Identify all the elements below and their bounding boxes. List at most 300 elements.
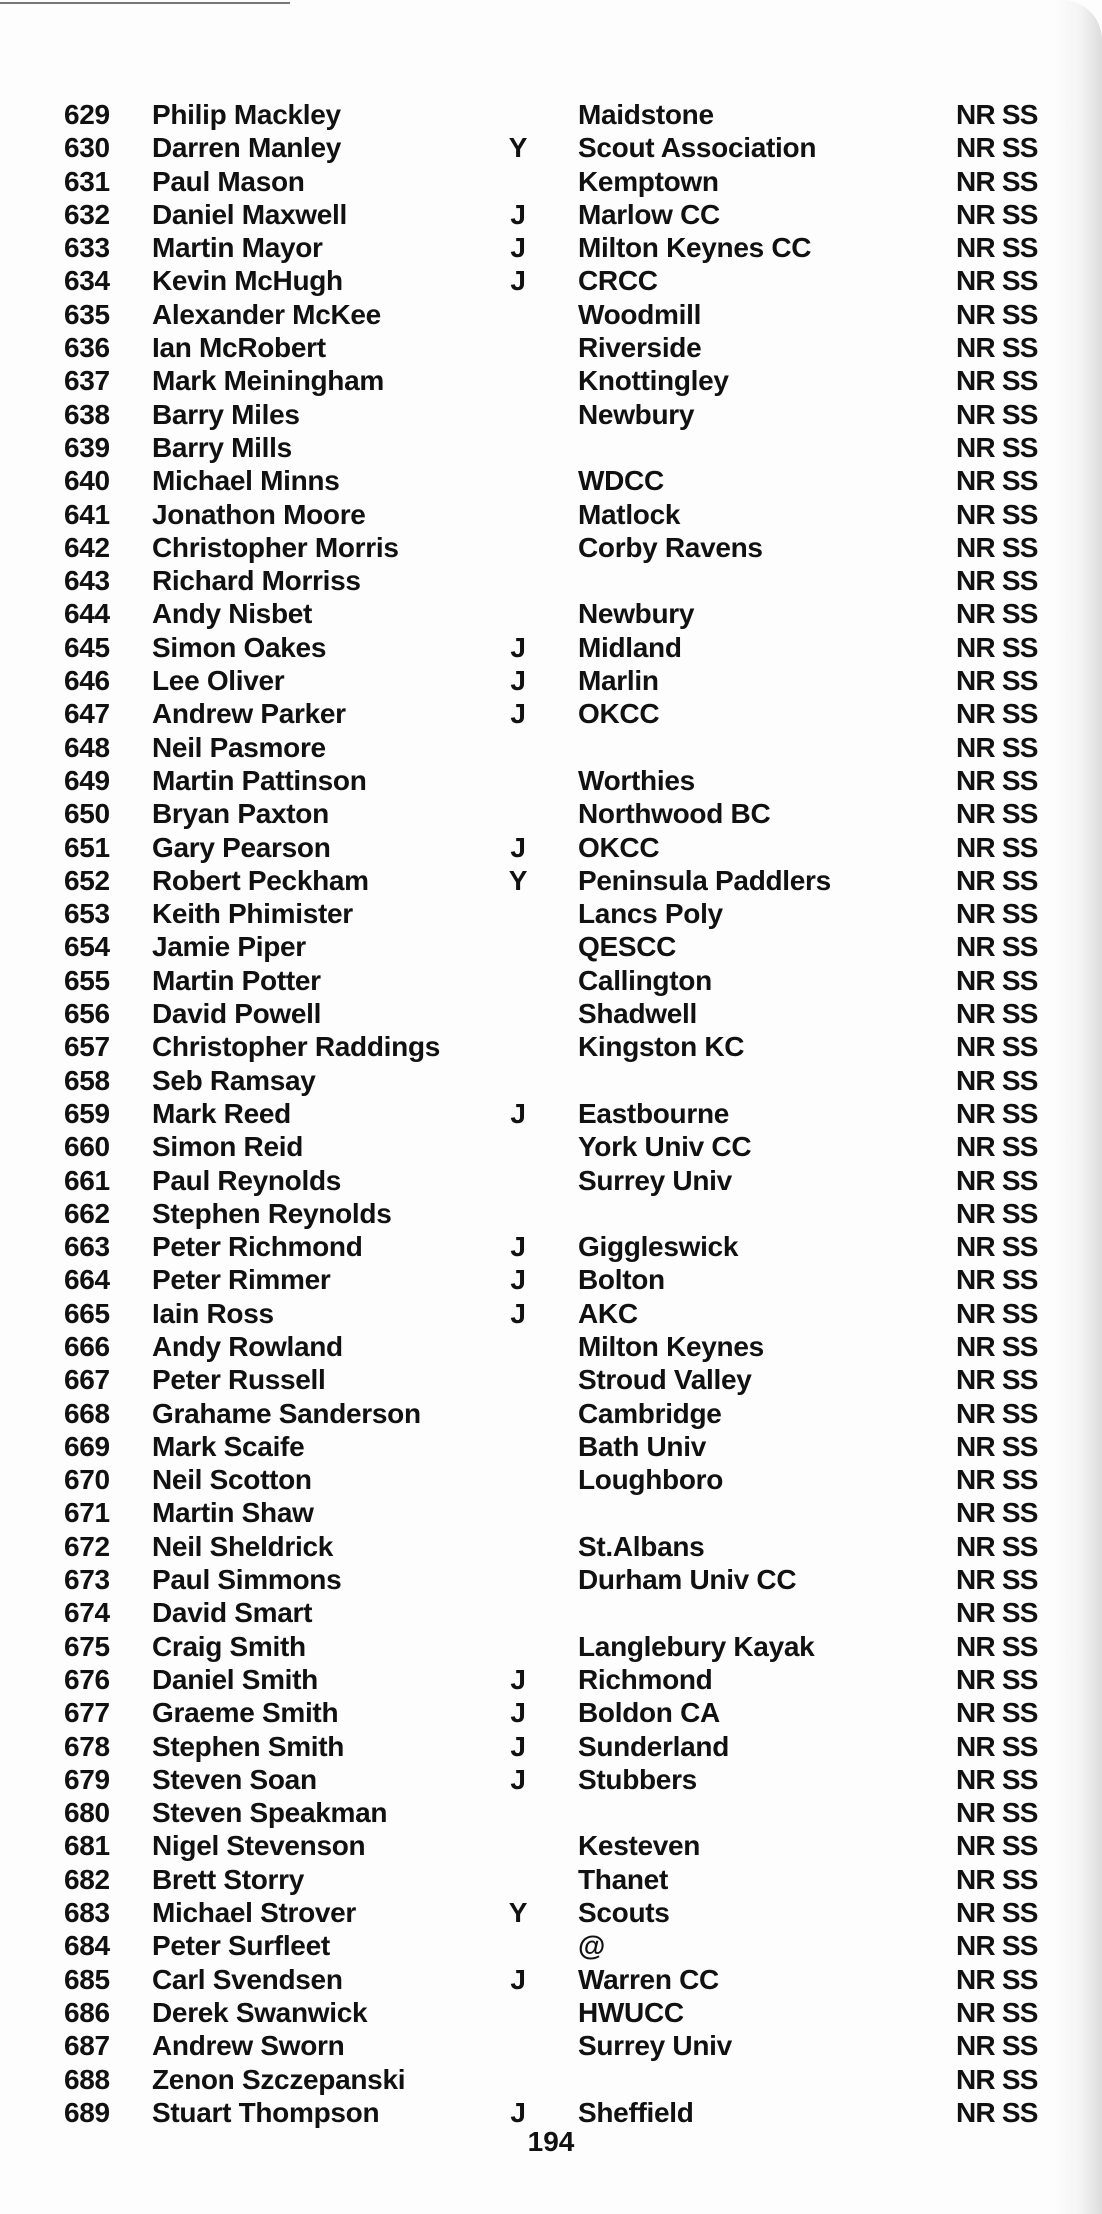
competitor-name: Kevin McHugh — [152, 265, 343, 297]
category-flag: J — [510, 1730, 526, 1762]
status-code: NR SS — [956, 731, 1038, 763]
status-code: NR SS — [956, 964, 1038, 996]
club-name: Kemptown — [578, 165, 719, 197]
entry-row — [0, 264, 1102, 297]
club-name: Riverside — [578, 332, 702, 364]
entry-number: 689 — [64, 2096, 110, 2128]
status-code: NR SS — [956, 1863, 1038, 1895]
category-flag: J — [510, 198, 526, 230]
entry-number: 655 — [64, 964, 110, 996]
category-flag: J — [510, 1763, 526, 1795]
competitor-name: Mark Scaife — [152, 1430, 305, 1462]
club-name: Sheffield — [578, 2096, 694, 2128]
category-flag: Y — [508, 1897, 528, 1929]
club-name: Surrey Univ — [578, 2030, 732, 2062]
competitor-name: Derek Swanwick — [152, 1996, 368, 2028]
club-name: Newbury — [578, 598, 695, 630]
competitor-name: Martin Potter — [152, 964, 321, 996]
entry-row — [0, 2063, 1102, 2096]
competitor-name: David Powell — [152, 998, 322, 1030]
status-code: NR SS — [956, 998, 1038, 1030]
top-rule — [0, 2, 290, 4]
club-name: HWUCC — [578, 1996, 684, 2028]
entry-row — [0, 864, 1102, 897]
competitor-name: Simon Oakes — [152, 631, 327, 663]
competitor-name: Paul Mason — [152, 165, 305, 197]
entry-row — [0, 997, 1102, 1030]
entry-number: 644 — [64, 598, 110, 630]
status-code: NR SS — [956, 1597, 1038, 1629]
status-code: NR SS — [956, 1430, 1038, 1462]
club-name: Knottingley — [578, 365, 729, 397]
club-name: Maidstone — [578, 99, 714, 130]
status-code: NR SS — [956, 1730, 1038, 1762]
entry-row — [0, 2096, 1102, 2129]
entry-number: 635 — [64, 298, 110, 330]
status-code: NR SS — [956, 1630, 1038, 1662]
club-name: Richmond — [578, 1663, 713, 1695]
competitor-name: Steven Soan — [152, 1763, 317, 1795]
entry-number: 666 — [64, 1330, 110, 1362]
entry-number: 676 — [64, 1663, 110, 1695]
entry-row — [0, 431, 1102, 464]
club-name: QESCC — [578, 931, 677, 963]
competitor-name: Jamie Piper — [152, 931, 306, 963]
status-code: NR SS — [956, 665, 1038, 697]
status-code: NR SS — [956, 1897, 1038, 1929]
club-name: Warren CC — [578, 1963, 719, 1995]
entry-number: 663 — [64, 1231, 110, 1263]
club-name: Scouts — [578, 1897, 670, 1929]
club-name: Giggleswick — [578, 1231, 739, 1263]
club-name: Milton Keynes CC — [578, 232, 812, 264]
entry-number: 636 — [64, 332, 110, 364]
entry-number: 658 — [64, 1064, 110, 1096]
entry-row — [0, 1097, 1102, 1130]
competitor-name: Michael Minns — [152, 465, 340, 497]
competitor-name: Andy Rowland — [152, 1330, 343, 1362]
entry-number: 688 — [64, 2063, 110, 2095]
status-code: NR SS — [956, 864, 1038, 896]
competitor-name: Bryan Paxton — [152, 798, 329, 830]
competitor-name: Andrew Sworn — [152, 2030, 345, 2062]
club-name: Woodmill — [578, 298, 702, 330]
status-code: NR SS — [956, 2030, 1038, 2062]
status-code: NR SS — [956, 1930, 1038, 1962]
entry-number: 661 — [64, 1164, 110, 1196]
entry-number: 679 — [64, 1763, 110, 1795]
entry-number: 685 — [64, 1963, 110, 1995]
status-code: NR SS — [956, 598, 1038, 630]
entry-row — [0, 331, 1102, 364]
entry-row — [0, 564, 1102, 597]
competitor-name: Stephen Smith — [152, 1730, 345, 1762]
club-name: OKCC — [578, 831, 660, 863]
category-flag: J — [510, 265, 526, 297]
club-name: OKCC — [578, 698, 660, 730]
entry-number: 632 — [64, 198, 110, 230]
category-flag: J — [510, 1297, 526, 1329]
competitor-name: Simon Reid — [152, 1131, 304, 1163]
status-code: NR SS — [956, 898, 1038, 930]
entry-row — [0, 1430, 1102, 1463]
competitor-name: Grahame Sanderson — [152, 1397, 421, 1429]
entry-number: 667 — [64, 1364, 110, 1396]
competitor-name: Iain Ross — [152, 1297, 274, 1329]
entry-row — [0, 1630, 1102, 1663]
status-code: NR SS — [956, 332, 1038, 364]
status-code: NR SS — [956, 1963, 1038, 1995]
competitor-name: Lee Oliver — [152, 665, 285, 697]
competitor-name: Craig Smith — [152, 1630, 306, 1662]
club-name: @ — [578, 1930, 606, 1962]
entry-number: 629 — [64, 99, 110, 130]
club-name: York Univ CC — [578, 1131, 752, 1163]
competitor-name: Zenon Szczepanski — [152, 2063, 406, 2095]
entry-row — [0, 664, 1102, 697]
entry-row — [0, 1230, 1102, 1263]
entry-row — [0, 1963, 1102, 1996]
entry-row — [0, 1297, 1102, 1330]
club-name: Corby Ravens — [578, 531, 763, 563]
competitor-name: Paul Simmons — [152, 1564, 342, 1596]
category-flag: Y — [508, 132, 528, 164]
club-name: Loughboro — [578, 1464, 724, 1496]
competitor-name: Mark Reed — [152, 1097, 291, 1129]
entry-row — [0, 1064, 1102, 1097]
entry-number: 675 — [64, 1630, 110, 1662]
competitor-name: Seb Ramsay — [152, 1064, 316, 1096]
entry-row — [0, 298, 1102, 331]
club-name: Boldon CA — [578, 1697, 720, 1729]
status-code: NR SS — [956, 1663, 1038, 1695]
entry-row — [0, 897, 1102, 930]
entry-number: 630 — [64, 132, 110, 164]
entry-row — [0, 464, 1102, 497]
entry-number: 677 — [64, 1697, 110, 1729]
status-code: NR SS — [956, 165, 1038, 197]
entry-row — [0, 1496, 1102, 1529]
club-name: Stroud Valley — [578, 1364, 752, 1396]
status-code: NR SS — [956, 132, 1038, 164]
entry-row — [0, 731, 1102, 764]
competitor-name: Keith Phimister — [152, 898, 353, 930]
entry-row — [0, 231, 1102, 264]
status-code: NR SS — [956, 1697, 1038, 1729]
club-name: Cambridge — [578, 1397, 722, 1429]
entry-number: 642 — [64, 531, 110, 563]
category-flag: J — [510, 1264, 526, 1296]
club-name: Shadwell — [578, 998, 697, 1030]
competitor-name: Mark Meiningham — [152, 365, 384, 397]
club-name: Surrey Univ — [578, 1164, 732, 1196]
status-code: NR SS — [956, 1097, 1038, 1129]
status-code: NR SS — [956, 398, 1038, 430]
competitor-name: Robert Peckham — [152, 864, 369, 896]
competitor-name: Neil Sheldrick — [152, 1530, 333, 1562]
entry-row — [0, 498, 1102, 531]
club-name: Sunderland — [578, 1730, 730, 1762]
entry-number: 670 — [64, 1464, 110, 1496]
club-name: WDCC — [578, 465, 664, 497]
competitor-name: Barry Mills — [152, 431, 292, 463]
competitor-name: Andy Nisbet — [152, 598, 313, 630]
status-code: NR SS — [956, 431, 1038, 463]
status-code: NR SS — [956, 531, 1038, 563]
status-code: NR SS — [956, 565, 1038, 597]
status-code: NR SS — [956, 265, 1038, 297]
entry-row — [0, 98, 1102, 131]
competitor-name: Peter Surfleet — [152, 1930, 330, 1962]
club-name: Bolton — [578, 1264, 665, 1296]
competitor-name: Daniel Maxwell — [152, 198, 347, 230]
entry-row — [0, 1863, 1102, 1896]
club-name: Kingston KC — [578, 1031, 745, 1063]
club-name: Northwood BC — [578, 798, 771, 830]
status-code: NR SS — [956, 2063, 1038, 2095]
competitor-name: Darren Manley — [152, 132, 342, 164]
competitor-name: Neil Pasmore — [152, 731, 326, 763]
status-code: NR SS — [956, 1131, 1038, 1163]
club-name: Worthies — [578, 764, 695, 796]
competitor-name: Michael Strover — [152, 1897, 357, 1929]
club-name: Scout Association — [578, 132, 817, 164]
club-name: Marlow CC — [578, 198, 720, 230]
entry-row — [0, 1696, 1102, 1729]
entry-row — [0, 1330, 1102, 1363]
status-code: NR SS — [956, 1564, 1038, 1596]
entry-row — [0, 1263, 1102, 1296]
status-code: NR SS — [956, 1397, 1038, 1429]
entry-row — [0, 1363, 1102, 1396]
club-name: Peninsula Paddlers — [578, 864, 831, 896]
entry-row — [0, 2029, 1102, 2062]
competitor-name: Paul Reynolds — [152, 1164, 342, 1196]
entry-number: 673 — [64, 1564, 110, 1596]
entry-number: 640 — [64, 465, 110, 497]
entry-number: 651 — [64, 831, 110, 863]
competitor-name: Graeme Smith — [152, 1697, 339, 1729]
entry-row — [0, 1896, 1102, 1929]
category-flag: J — [510, 831, 526, 863]
entry-row — [0, 1397, 1102, 1430]
entry-row — [0, 797, 1102, 830]
competitor-name: Brett Storry — [152, 1863, 304, 1895]
entry-number: 650 — [64, 798, 110, 830]
club-name: Langlebury Kayak — [578, 1630, 815, 1662]
entry-row — [0, 1730, 1102, 1763]
entry-row — [0, 930, 1102, 963]
category-flag: J — [510, 631, 526, 663]
entry-row — [0, 597, 1102, 630]
club-name: Bath Univ — [578, 1430, 706, 1462]
entry-number: 660 — [64, 1131, 110, 1163]
category-flag: Y — [508, 864, 528, 896]
entry-number: 659 — [64, 1097, 110, 1129]
status-code: NR SS — [956, 1830, 1038, 1862]
entry-list — [0, 98, 1102, 2129]
entry-row — [0, 1929, 1102, 1962]
entry-row — [0, 964, 1102, 997]
status-code: NR SS — [956, 365, 1038, 397]
entry-row — [0, 398, 1102, 431]
status-code: NR SS — [956, 465, 1038, 497]
status-code: NR SS — [956, 1330, 1038, 1362]
entry-number: 686 — [64, 1996, 110, 2028]
entry-row — [0, 1130, 1102, 1163]
entry-number: 643 — [64, 565, 110, 597]
status-code: NR SS — [956, 99, 1038, 130]
entry-number: 653 — [64, 898, 110, 930]
entry-number: 671 — [64, 1497, 110, 1529]
status-code: NR SS — [956, 764, 1038, 796]
entry-number: 682 — [64, 1863, 110, 1895]
category-flag: J — [510, 1231, 526, 1263]
category-flag: J — [510, 2096, 526, 2128]
club-name: Eastbourne — [578, 1097, 730, 1129]
status-code: NR SS — [956, 298, 1038, 330]
page-number: 194 — [527, 2126, 575, 2157]
entry-row — [0, 1663, 1102, 1696]
competitor-name: Peter Rimmer — [152, 1264, 331, 1296]
entry-row — [0, 1763, 1102, 1796]
club-name: Durham Univ CC — [578, 1564, 797, 1596]
category-flag: J — [510, 1663, 526, 1695]
club-name: Midland — [578, 631, 682, 663]
club-name: Newbury — [578, 398, 695, 430]
entry-number: 634 — [64, 265, 110, 297]
entry-number: 681 — [64, 1830, 110, 1862]
entry-row — [0, 1164, 1102, 1197]
competitor-name: Nigel Stevenson — [152, 1830, 366, 1862]
category-flag: J — [510, 1963, 526, 1995]
club-name: Milton Keynes — [578, 1330, 764, 1362]
entry-number: 678 — [64, 1730, 110, 1762]
entry-number: 637 — [64, 365, 110, 397]
entry-row — [0, 1796, 1102, 1829]
entry-number: 684 — [64, 1930, 110, 1962]
entry-row — [0, 1030, 1102, 1063]
competitor-name: Jonathon Moore — [152, 498, 366, 530]
competitor-name: Steven Speakman — [152, 1797, 388, 1829]
entry-row — [0, 1197, 1102, 1230]
entry-row — [0, 697, 1102, 730]
entry-row — [0, 1463, 1102, 1496]
competitor-name: Christopher Raddings — [152, 1031, 441, 1063]
club-name: Matlock — [578, 498, 681, 530]
category-flag: J — [510, 1097, 526, 1129]
entry-number: 683 — [64, 1897, 110, 1929]
competitor-name: Gary Pearson — [152, 831, 331, 863]
status-code: NR SS — [956, 1031, 1038, 1063]
entry-number: 654 — [64, 931, 110, 963]
club-name: St.Albans — [578, 1530, 705, 1562]
status-code: NR SS — [956, 1297, 1038, 1329]
competitor-name: Christopher Morris — [152, 531, 399, 563]
status-code: NR SS — [956, 1064, 1038, 1096]
status-code: NR SS — [956, 1464, 1038, 1496]
entry-number: 646 — [64, 665, 110, 697]
entry-number: 674 — [64, 1597, 110, 1629]
entry-number: 672 — [64, 1530, 110, 1562]
entry-number: 631 — [64, 165, 110, 197]
entry-row — [0, 364, 1102, 397]
entry-number: 648 — [64, 731, 110, 763]
club-name: Stubbers — [578, 1763, 697, 1795]
entry-row — [0, 764, 1102, 797]
entry-number: 680 — [64, 1797, 110, 1829]
entry-number: 645 — [64, 631, 110, 663]
entry-row — [0, 1530, 1102, 1563]
status-code: NR SS — [956, 1797, 1038, 1829]
competitor-name: Stuart Thompson — [152, 2096, 380, 2128]
entry-row — [0, 631, 1102, 664]
club-name: AKC — [578, 1297, 638, 1329]
entry-number: 633 — [64, 232, 110, 264]
status-code: NR SS — [956, 198, 1038, 230]
competitor-name: Martin Pattinson — [152, 764, 367, 796]
competitor-name: Peter Russell — [152, 1364, 326, 1396]
entry-number: 647 — [64, 698, 110, 730]
status-code: NR SS — [956, 1164, 1038, 1196]
club-name: CRCC — [578, 265, 658, 297]
status-code: NR SS — [956, 232, 1038, 264]
club-name: Callington — [578, 964, 712, 996]
status-code: NR SS — [956, 1996, 1038, 2028]
entry-number: 657 — [64, 1031, 110, 1063]
competitor-name: Stephen Reynolds — [152, 1197, 392, 1229]
status-code: NR SS — [956, 1264, 1038, 1296]
entry-row — [0, 1829, 1102, 1862]
category-flag: J — [510, 1697, 526, 1729]
status-code: NR SS — [956, 698, 1038, 730]
competitor-name: Carl Svendsen — [152, 1963, 343, 1995]
competitor-name: Andrew Parker — [152, 698, 346, 730]
competitor-name: Richard Morriss — [152, 565, 361, 597]
entry-row — [0, 831, 1102, 864]
entry-row — [0, 1596, 1102, 1629]
entry-number: 639 — [64, 431, 110, 463]
entry-number: 652 — [64, 864, 110, 896]
status-code: NR SS — [956, 1231, 1038, 1263]
competitor-name: Daniel Smith — [152, 1663, 318, 1695]
competitor-name: Martin Mayor — [152, 232, 323, 264]
club-name: Thanet — [578, 1863, 668, 1895]
entry-row — [0, 1563, 1102, 1596]
competitor-name: Ian McRobert — [152, 332, 326, 364]
competitor-name: Alexander McKee — [152, 298, 381, 330]
club-name: Marlin — [578, 665, 659, 697]
entry-number: 668 — [64, 1397, 110, 1429]
status-code: NR SS — [956, 798, 1038, 830]
category-flag: J — [510, 665, 526, 697]
entry-number: 641 — [64, 498, 110, 530]
club-name: Lancs Poly — [578, 898, 723, 930]
competitor-name: Barry Miles — [152, 398, 300, 430]
entry-row — [0, 1996, 1102, 2029]
club-name: Kesteven — [578, 1830, 701, 1862]
entry-row — [0, 165, 1102, 198]
status-code: NR SS — [956, 631, 1038, 663]
status-code: NR SS — [956, 498, 1038, 530]
status-code: NR SS — [956, 1763, 1038, 1795]
entry-row — [0, 131, 1102, 164]
status-code: NR SS — [956, 1497, 1038, 1529]
competitor-name: Peter Richmond — [152, 1231, 363, 1263]
entry-number: 664 — [64, 1264, 110, 1296]
category-flag: J — [510, 698, 526, 730]
status-code: NR SS — [956, 831, 1038, 863]
